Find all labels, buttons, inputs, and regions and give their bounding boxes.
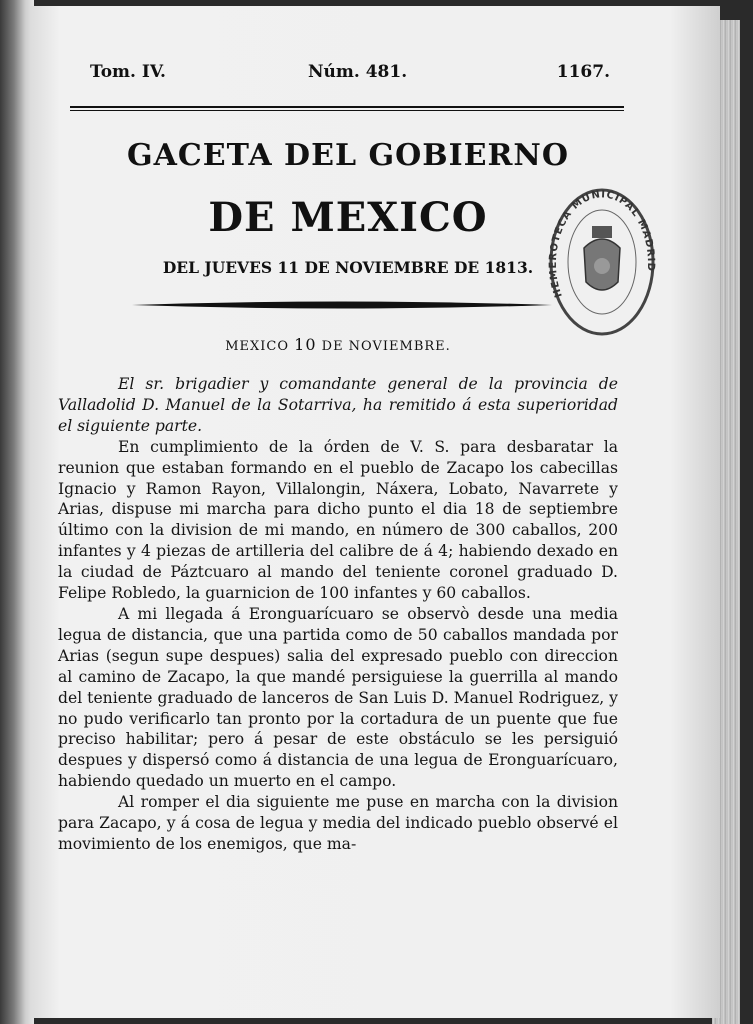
book-spine-shadow xyxy=(0,0,34,1024)
header-rule xyxy=(70,106,624,108)
header-rule-thin xyxy=(70,110,624,111)
article-paragraph: En cumplimiento de la órden de V. S. para desbaratar la reunion que estaban formando en el pueblo de Zacapo los cabecillas Ignacio y Ramon Rayon, Villalongin, Náxera, Lobato, Navarrete y Arias, dispuse mi marcha para dicho punto el dia 18 de septiembre último con la division de mi mando, en número de 300 caballos, 200 infantes y 4 piezas de artilleria del calibre de á 4; habiendo dexado en la ciudad de Páztcuaro al mando del teniente coronel graduado D. Felipe Robledo, la guarnicion de 100 infantes y 60 caballos. xyxy=(58,437,618,603)
ornamental-rule xyxy=(132,298,552,312)
issue-date: DEL JUEVES 11 DE NOVIEMBRE DE 1813. xyxy=(162,258,534,277)
volume-number: Tom. IV. xyxy=(90,62,166,82)
article-intro: El sr. brigadier y comandante general de la provincia de Valladolid D. Manuel de la Sotarriva, ha remitido á esta superioridad el siguiente parte. xyxy=(58,375,618,435)
library-stamp-icon xyxy=(548,186,656,338)
dispatch-month: DE NOVIEMBRE. xyxy=(321,339,451,354)
masthead-subtitle: DE MEXICO xyxy=(208,194,488,241)
page-number: 1167. xyxy=(556,62,610,82)
dispatch-heading xyxy=(60,335,616,354)
article-body xyxy=(58,374,618,855)
dispatch-day: 10 xyxy=(294,335,317,354)
masthead-title: GACETA DEL GOBIERNO xyxy=(127,138,569,173)
issue-number: Núm. 481. xyxy=(308,62,408,82)
article-paragraph: Al romper el dia siguiente me puse en marcha con la division para Zacapo, y á cosa de legua y media del indicado pueblo observé el movimiento de los enemigos, que ma- xyxy=(58,793,618,853)
dispatch-place: MEXICO xyxy=(225,339,289,354)
page-header xyxy=(90,62,610,86)
stamp-text: HEMEROTECA MUNICIPAL MADRID xyxy=(548,189,656,299)
article-paragraph: A mi llegada á Eronguarícuaro se observò desde una media legua de distancia, que una partida como de 50 caballos mandada por Arias (segun supe despues) salia del expresado pueblo con direccion al camino de Zacapo, la que mandé persiguiese la guerrilla al mando del teniente graduado de lanceros de San Luis D. Manuel Rodriguez, y no pudo verificarlo tan pronto por la cortadura de un puente que fue preciso habilitar; pero á pesar de este obstáculo se les persiguió despues y dispersó como á distancia de una legua de Eronguarícuaro, habiendo quedado un muerto en el campo. xyxy=(58,604,618,791)
